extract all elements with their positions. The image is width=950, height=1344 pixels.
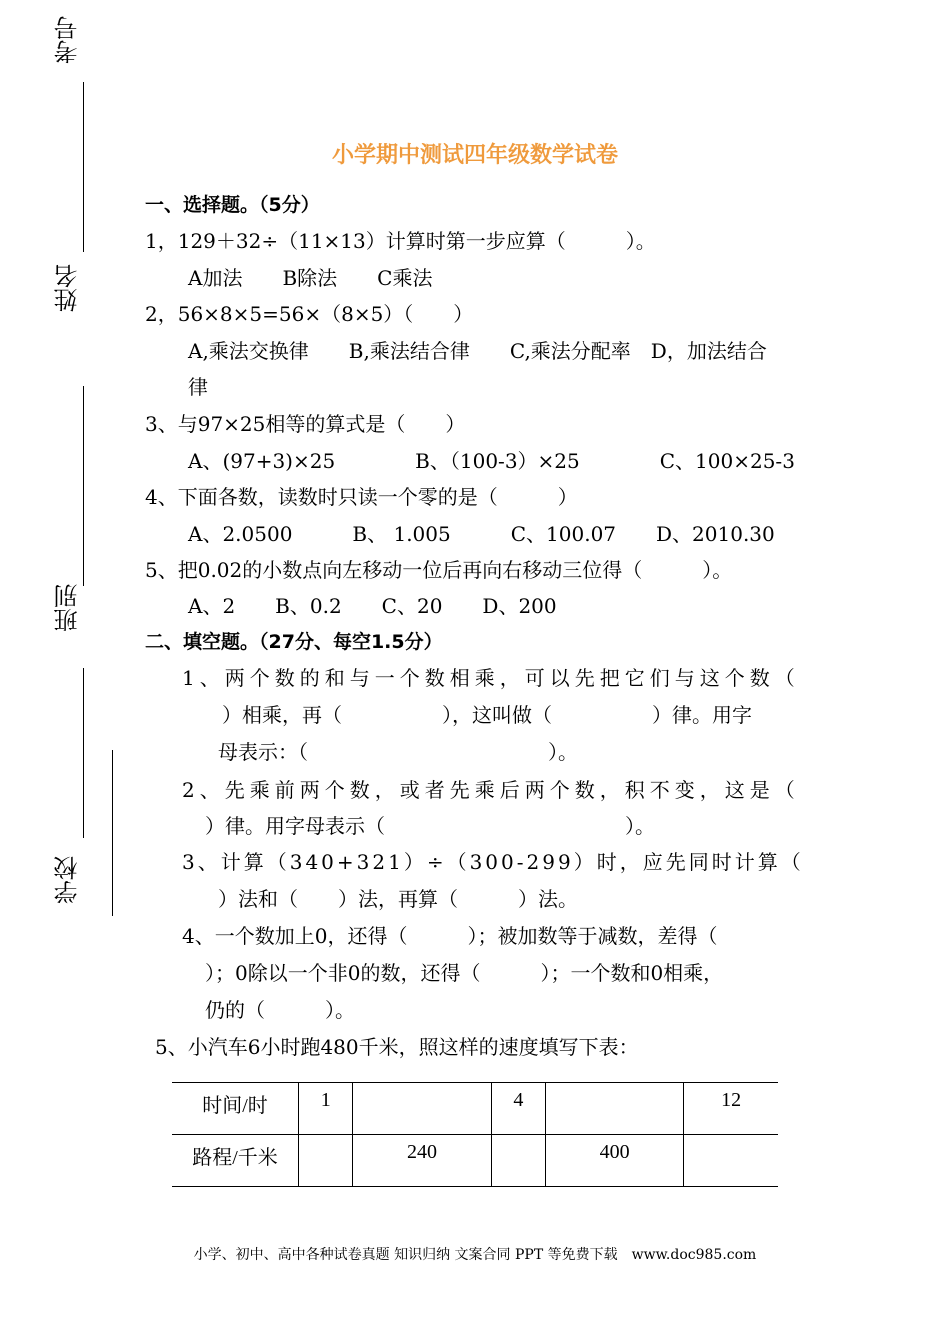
left-border-line (112, 750, 113, 916)
class-line (83, 668, 84, 838)
table-row-time (172, 1083, 778, 1135)
table-cell: 4 (491, 1083, 545, 1135)
table-cell (546, 1083, 684, 1135)
table-cell: 12 (684, 1083, 778, 1135)
table-cell: 路程/千米 (172, 1135, 299, 1187)
s2-question-1-cont: ）相乘，再（ ），这叫做（ ）律。用字 (222, 703, 752, 727)
name-line (83, 386, 84, 586)
s1-question-4: 4、下面各数，读数时只读一个零的是（ ） (145, 485, 578, 509)
name-field (55, 258, 85, 588)
table-cell (353, 1083, 491, 1135)
s1-question-5-options: A、2 B、0.2 C、20 D、200 (188, 594, 557, 618)
table-cell (491, 1135, 545, 1187)
s1-question-2-options: A,乘法交换律 B,乘法结合律 C,乘法分配率 D，加法结合 (188, 339, 767, 363)
s2-question-1-cont2: 母表示：（ ）。 (218, 740, 578, 764)
s2-question-4-cont: ）；0除以一个非0的数，还得（ ）；一个数和0相乘， (205, 961, 724, 985)
s1-question-3-options: A、(97+3)×25 B、（100-3）×25 C、100×25-3 (188, 449, 795, 473)
speed-table (172, 1082, 778, 1187)
name-label: 姓名 (54, 264, 82, 312)
exam-no-label: 考号 (54, 16, 82, 64)
s2-question-3-cont: ）法和（ ）法，再算（ ）法。 (218, 887, 578, 911)
table-cell (299, 1135, 353, 1187)
table-cell: 400 (546, 1135, 684, 1187)
s1-question-4-options: A、2.0500 B、 1.005 C、100.07 D、2010.30 (188, 522, 775, 546)
section1-heading: 一、选择题。（5分） (145, 194, 320, 216)
table-cell (684, 1135, 778, 1187)
s1-question-5: 5、把0.02的小数点向左移动一位后再向右移动三位得（ ）。 (145, 558, 733, 582)
page-title: 小学期中测试四年级数学试卷 (331, 143, 618, 168)
class-field (55, 578, 85, 678)
s1-question-3: 3、与97×25相等的算式是（ ） (145, 412, 466, 436)
class-label: 班别 (54, 584, 82, 632)
s2-question-3: 3、计算（340+321）÷（300-299）时，应先同时计算（ (182, 850, 804, 874)
s2-question-4: 4、一个数加上0，还得（ ）；被加数等于减数，差得（ (182, 924, 718, 948)
s1-question-2: 2，56×8×5=56×（8×5）（ ） (145, 302, 474, 326)
table-cell: 1 (299, 1083, 353, 1135)
s2-question-1: 1、两个数的和与一个数相乘，可以先把它们与这个数（ (182, 666, 800, 690)
school-field (55, 850, 85, 920)
s2-question-5: 5、小汽车6小时跑480千米，照这样的速度填写下表： (155, 1035, 639, 1059)
table-cell: 240 (353, 1135, 491, 1187)
section2-heading: 二、填空题。（27分、每空1.5分） (145, 631, 443, 653)
s1-question-2-options-cont: 律 (188, 375, 208, 399)
s1-question-1: 1，129＋32÷（11×13）计算时第一步应算（ ）。 (145, 229, 656, 253)
exam-no-field (55, 10, 85, 250)
school-label: 学校 (54, 856, 82, 904)
s2-question-4-cont2: 仍的（ ）。 (205, 998, 355, 1022)
table-cell: 时间/时 (172, 1083, 299, 1135)
s2-question-2-cont: ）律。用字母表示（ ）。 (205, 814, 655, 838)
s1-question-1-options: A加法 B除法 C乘法 (188, 266, 433, 290)
s2-question-2: 2、先乘前两个数，或者先乘后两个数，积不变，这是（ (182, 778, 800, 802)
footer-text: 小学、初中、高中各种试卷真题 知识归纳 文案合同 PPT 等免费下载 www.doc985.com (193, 1247, 757, 1263)
table-row-distance (172, 1135, 778, 1187)
